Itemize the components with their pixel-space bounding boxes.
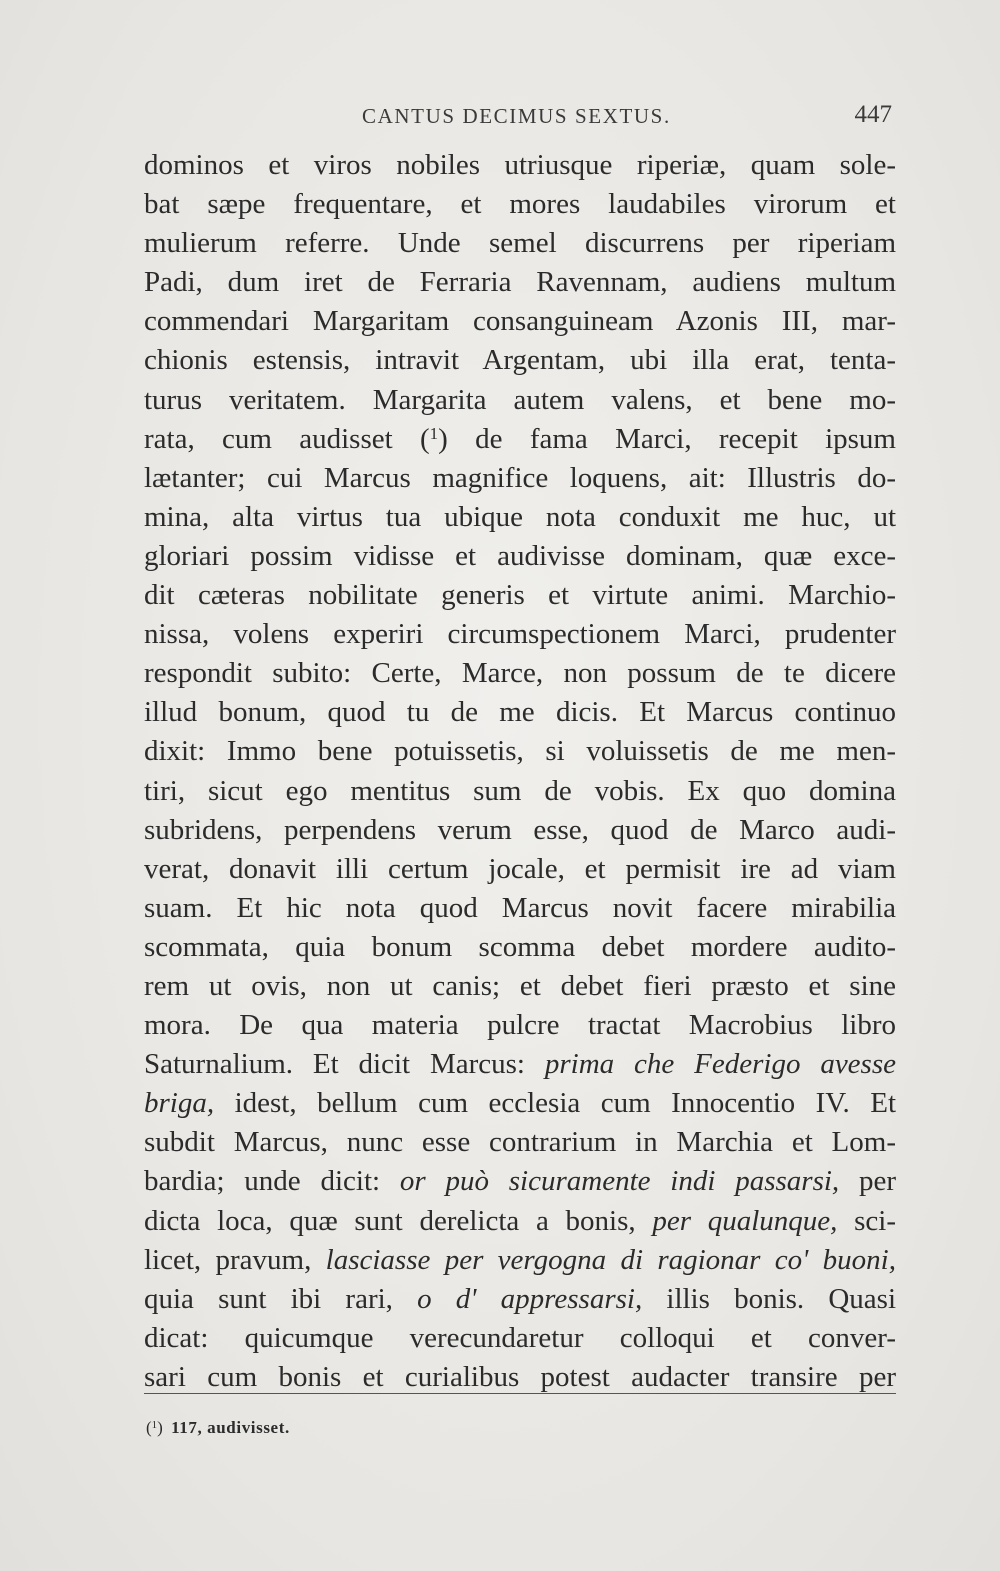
text-line-23: mora. De qua materia pulcre tractat Macrobius libro [144, 1009, 896, 1042]
running-title: CANTUS DECIMUS SEXTUS. [362, 104, 671, 128]
text-line-21: scommata, quia bonum scomma debet mordere audito- [144, 930, 896, 963]
body-text [144, 146, 896, 1397]
text-line-11: gloriari possim vidisse et audivisse dominam, quæ exce- [144, 539, 896, 572]
text-line-20: suam. Et hic nota quod Marcus novit facere mirabilia [144, 891, 896, 924]
text-line-2: bat sæpe frequentare, et mores laudabiles virorum et [144, 188, 896, 221]
text-line-3: mulierum referre. Unde semel discurrens per riperiam [144, 227, 896, 260]
footnote-ref-rest: ) de fama Marci, recepit ipsum [438, 422, 896, 455]
text-line-15: illud bonum, quod tu de me dicis. Et Marcus continuo [144, 696, 896, 729]
text-line-24: Saturnalium. Et dicit Marcus: prima che Federigo avesse [144, 1048, 896, 1081]
footnote-text: 117, audivisset. [171, 1418, 290, 1437]
text-line-9: lætanter; cui Marcus magnifice loquens, ait: Illustris do- [144, 461, 896, 494]
page-header [144, 101, 896, 138]
italic-quote: prima che Federigo avesse [544, 1048, 896, 1081]
italic-quote: or può sicuramente indi passarsi, [399, 1165, 840, 1198]
text-line-8: rata, cum audisset ($^1$) de fama Marci, recepit ipsum [144, 422, 896, 455]
text-line-19: verat, donavit illi certum jocale, et permisit ire ad viam [144, 852, 896, 885]
text-line-27: bardia; unde dicit: or può sicuramente indi passarsi, per [144, 1165, 896, 1198]
text-line-25: briga, idest, bellum cum ecclesia cum Innocentio IV. Et [144, 1087, 896, 1120]
text-line-26: subdit Marcus, nunc esse contrarium in Marchia et Lom- [144, 1126, 896, 1159]
text-line-31: dicat: quicumque verecundaretur colloqui et conver- [144, 1321, 896, 1354]
italic-quote: o d' appressarsi, [417, 1282, 643, 1315]
text-line-6: chionis estensis, intravit Argentam, ubi illa erat, tenta- [144, 344, 896, 377]
text-line-29: licet, pravum, lasciasse per vergogna di ragionar co' buoni, [144, 1243, 896, 1276]
text-line-22: rem ut ovis, non ut canis; et debet fieri præsto et sine [144, 969, 896, 1002]
italic-quote: lasciasse per vergogna di ragionar co' buoni, [325, 1243, 896, 1276]
footnote [146, 1418, 290, 1438]
footnote-divider [144, 1393, 896, 1394]
text-line-18: subridens, perpendens verum esse, quod de Marco audi- [144, 813, 896, 846]
footnote-ref-open: ( [420, 422, 430, 455]
text-line-30: quia sunt ibi rari, o d' appressarsi, illis bonis. Quasi [144, 1282, 897, 1315]
page-number: 447 [854, 101, 892, 128]
text-line-10: mina, alta virtus tua ubique nota conduxit me huc, ut [144, 500, 896, 533]
italic-quote: per qualunque, [652, 1204, 838, 1237]
text-line-7: turus veritatem. Margarita autem valens, et bene mo- [144, 383, 896, 416]
italic-quote: briga, [144, 1087, 215, 1120]
text-line-1: dominos et viros nobiles utriusque riperiæ, quam sole- [144, 149, 896, 181]
text-line-28: dicta loca, quæ sunt derelicta a bonis, per qualunque, sci- [144, 1204, 897, 1237]
text-line-5: commendari Margaritam consanguineam Azonis III, mar- [144, 305, 896, 338]
text-line-32: sari cum bonis et curialibus potest audacter transire per [144, 1360, 896, 1393]
text-line-17: tiri, sicut ego mentitus sum de vobis. Ex quo domina [144, 774, 896, 807]
footnote-marker: ($^1$) [146, 1418, 163, 1437]
text-line-16: dixit: Immo bene potuissetis, si voluissetis de me men- [144, 735, 896, 768]
footnote-ref-marker[interactable]: 1 [429, 423, 439, 443]
text-line-4: Padi, dum iret de Ferraria Ravennam, audiens multum [144, 266, 896, 299]
text-line-14: respondit subito: Certe, Marce, non possum de te dicere [144, 657, 896, 690]
text-line-12: dit cæteras nobilitate generis et virtute animi. Marchio- [144, 579, 896, 612]
text-line-13: nissa, volens experiri circumspectionem Marci, prudenter [144, 618, 896, 651]
